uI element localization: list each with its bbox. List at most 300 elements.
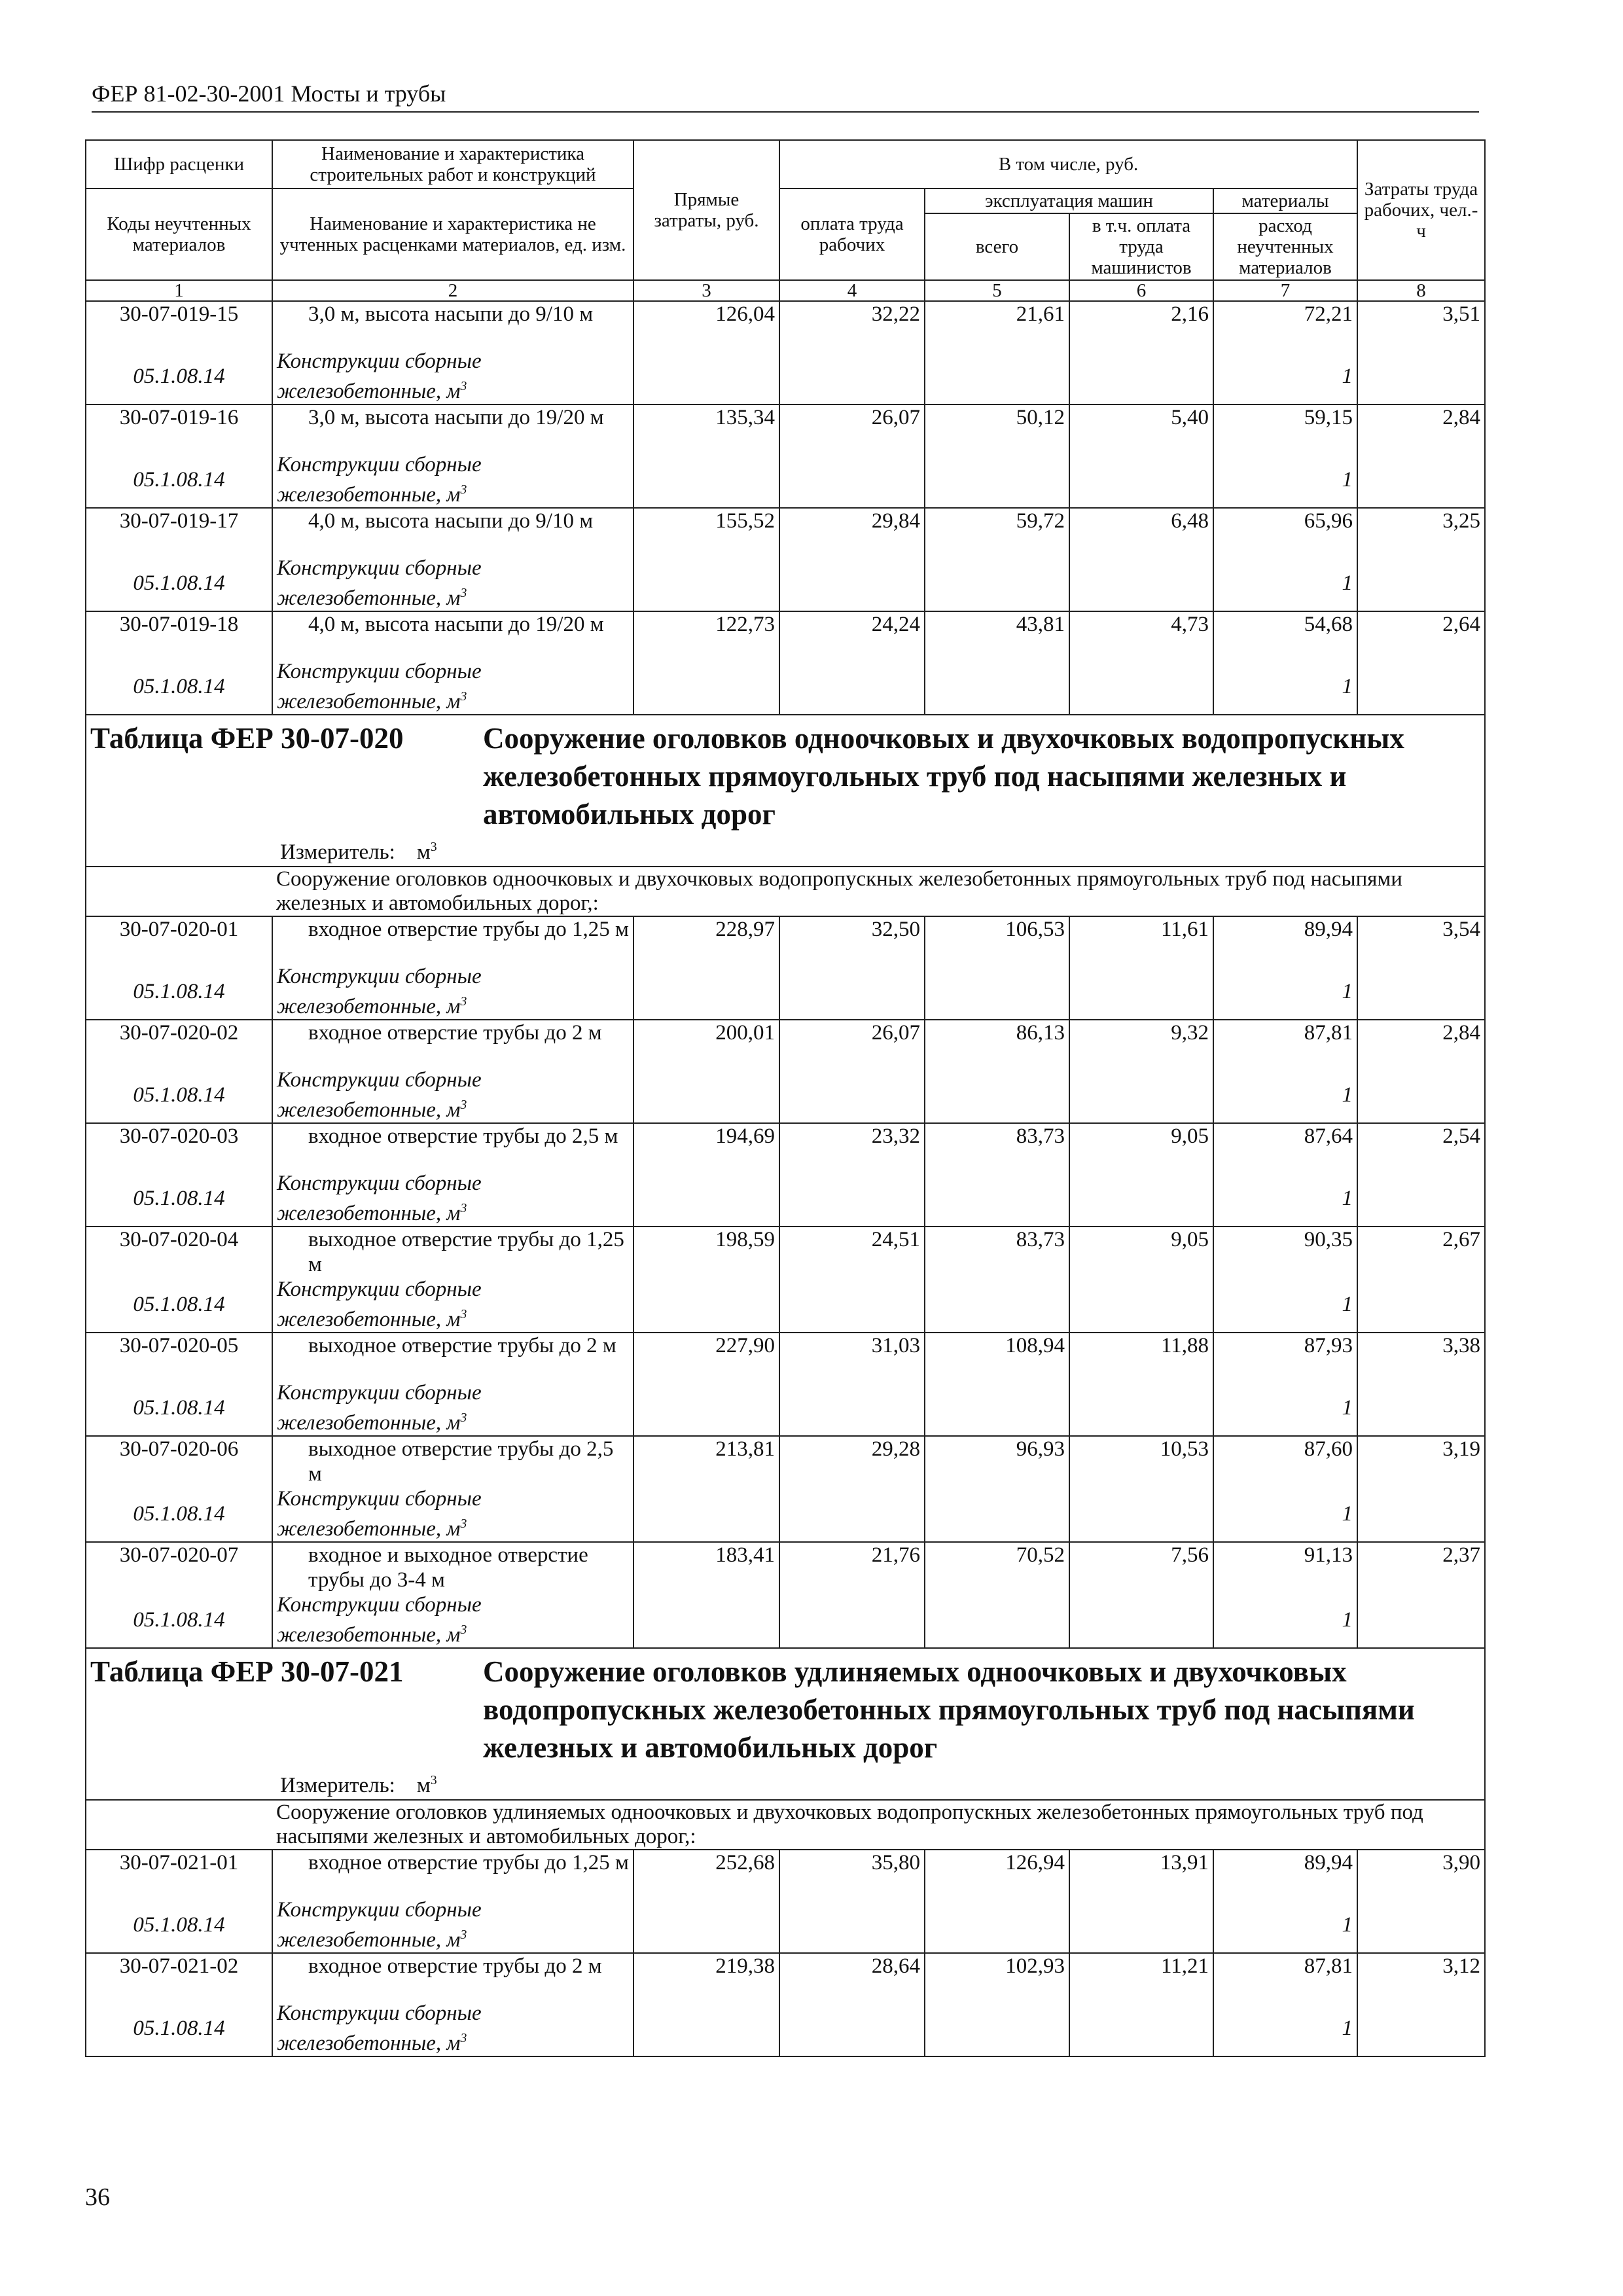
material-unit-sup: 3 [460, 1098, 467, 1112]
rate-mat: 72,21 [1213, 301, 1357, 349]
rate-code: 30-07-020-07 [86, 1542, 272, 1592]
material-unit-sup: 3 [460, 994, 467, 1009]
rate-code: 30-07-020-02 [86, 1020, 272, 1067]
rate-name: входное отверстие трубы до 1,25 м [272, 916, 633, 964]
rate-code: 30-07-019-16 [86, 404, 272, 452]
empty-cell [1357, 1380, 1485, 1436]
rate-mach: 50,12 [925, 404, 1069, 452]
material-name [272, 452, 633, 508]
material-row [86, 964, 1485, 1020]
material-qty: 1 [1213, 556, 1357, 611]
rate-mach: 126,94 [925, 1850, 1069, 1897]
material-name [272, 1486, 633, 1542]
rate-labor: 28,64 [779, 1953, 925, 2001]
empty-cell [1069, 349, 1213, 404]
rate-labor: 32,22 [779, 301, 925, 349]
rate-row [86, 1542, 1485, 1592]
rate-mach-pay: 9,32 [1069, 1020, 1213, 1067]
empty-cell [1357, 556, 1485, 611]
rate-labor: 29,28 [779, 1436, 925, 1486]
column-number-row [86, 280, 1485, 301]
measure-unit-value: м [416, 1774, 431, 1797]
material-name-text: Конструкции сборные железобетонные, м [277, 1068, 482, 1122]
rate-row [86, 1436, 1485, 1486]
material-qty: 1 [1213, 964, 1357, 1020]
rate-hours: 2,54 [1357, 1123, 1485, 1171]
empty-cell [779, 349, 925, 404]
material-name-text: Конструкции сборные железобетонные, м [277, 1278, 482, 1331]
page-number: 36 [85, 2183, 110, 2211]
empty-cell [1357, 1277, 1485, 1333]
table-title-label: Таблица ФЕР 30-07-020 [90, 722, 404, 755]
head-mat-extra: расход неучтенных материалов [1213, 213, 1357, 280]
empty-cell [925, 659, 1069, 715]
material-name [272, 349, 633, 404]
material-unit-sup: 3 [460, 1928, 467, 1942]
empty-cell [779, 1486, 925, 1542]
head-incl: В том числе, руб. [779, 140, 1357, 188]
rate-mach-pay: 11,61 [1069, 916, 1213, 964]
head-row-2 [86, 188, 1485, 213]
rate-mach: 102,93 [925, 1953, 1069, 2001]
material-name [272, 964, 633, 1020]
rate-row [86, 1123, 1485, 1171]
rate-name: выходное отверстие трубы до 2,5 м [272, 1436, 633, 1486]
head-mach-pay: в т.ч. оплата труда машинистов [1069, 213, 1213, 280]
material-qty: 1 [1213, 1171, 1357, 1227]
empty-cell [1069, 1067, 1213, 1123]
rate-mat: 65,96 [1213, 508, 1357, 556]
table-title-cell [86, 715, 1485, 867]
rate-mat: 54,68 [1213, 611, 1357, 659]
rate-name: входное отверстие трубы до 1,25 м [272, 1850, 633, 1897]
rate-direct: 228,97 [633, 916, 779, 964]
empty-cell [633, 1277, 779, 1333]
material-name [272, 1897, 633, 1953]
empty-cell [925, 349, 1069, 404]
rate-hours: 3,90 [1357, 1850, 1485, 1897]
col-num: 2 [272, 280, 633, 301]
material-qty: 1 [1213, 1277, 1357, 1333]
rate-name: входное отверстие трубы до 2 м [272, 1020, 633, 1067]
material-qty: 1 [1213, 1897, 1357, 1953]
material-name-text: Конструкции сборные железобетонные, м [277, 1487, 482, 1541]
empty-cell [633, 1171, 779, 1227]
material-qty: 1 [1213, 1486, 1357, 1542]
rate-mach: 83,73 [925, 1123, 1069, 1171]
col-num: 6 [1069, 280, 1213, 301]
head-row-1 [86, 140, 1485, 188]
rate-labor: 24,24 [779, 611, 925, 659]
rate-hours: 2,37 [1357, 1542, 1485, 1592]
rate-labor: 31,03 [779, 1333, 925, 1380]
measure-unit [90, 1767, 1480, 1799]
rate-code: 30-07-021-01 [86, 1850, 272, 1897]
measure-label: Измеритель: [280, 1774, 395, 1797]
rate-mach: 59,72 [925, 508, 1069, 556]
material-row [86, 1067, 1485, 1123]
empty-cell [925, 1171, 1069, 1227]
material-row [86, 2001, 1485, 2056]
material-code: 05.1.08.14 [86, 1380, 272, 1436]
head-materials: материалы [1213, 188, 1357, 213]
empty-cell [925, 1277, 1069, 1333]
rate-mach-pay: 5,40 [1069, 404, 1213, 452]
rate-mach: 108,94 [925, 1333, 1069, 1380]
empty-cell [925, 1592, 1069, 1648]
head-labor-cost: Затраты труда рабочих, чел.-ч [1357, 140, 1485, 280]
material-code: 05.1.08.14 [86, 659, 272, 715]
rate-mat: 87,81 [1213, 1953, 1357, 2001]
material-name-text: Конструкции сборные железобетонные, м [277, 556, 482, 610]
empty-cell [779, 2001, 925, 2056]
table-description-row [86, 1800, 1485, 1850]
empty-cell [633, 1592, 779, 1648]
material-qty: 1 [1213, 349, 1357, 404]
table-title-cell [86, 1648, 1485, 1800]
material-name [272, 1592, 633, 1648]
rate-labor: 24,51 [779, 1227, 925, 1277]
rate-mach: 83,73 [925, 1227, 1069, 1277]
table-title-row [86, 715, 1485, 867]
rate-mat: 87,60 [1213, 1436, 1357, 1486]
material-qty: 1 [1213, 1067, 1357, 1123]
col-num: 7 [1213, 280, 1357, 301]
rate-mach-pay: 2,16 [1069, 301, 1213, 349]
empty-cell [633, 1067, 779, 1123]
empty-cell [1357, 1171, 1485, 1227]
rate-hours: 3,19 [1357, 1436, 1485, 1486]
rate-code: 30-07-020-06 [86, 1436, 272, 1486]
material-qty: 1 [1213, 1592, 1357, 1648]
rate-name: 3,0 м, высота насыпи до 9/10 м [272, 301, 633, 349]
material-qty: 1 [1213, 452, 1357, 508]
material-code: 05.1.08.14 [86, 452, 272, 508]
rate-direct: 252,68 [633, 1850, 779, 1897]
rate-direct: 213,81 [633, 1436, 779, 1486]
empty-cell [779, 1277, 925, 1333]
material-name [272, 1380, 633, 1436]
rate-labor: 32,50 [779, 916, 925, 964]
rate-direct: 219,38 [633, 1953, 779, 2001]
table-description-row [86, 867, 1485, 916]
empty-cell [1069, 1592, 1213, 1648]
col-num: 5 [925, 280, 1069, 301]
rate-name: 4,0 м, высота насыпи до 19/20 м [272, 611, 633, 659]
material-name [272, 1171, 633, 1227]
material-qty: 1 [1213, 1380, 1357, 1436]
material-unit-sup: 3 [460, 1516, 467, 1531]
material-row [86, 452, 1485, 508]
rate-code: 30-07-020-01 [86, 916, 272, 964]
rate-row [86, 1953, 1485, 2001]
material-name-text: Конструкции сборные железобетонные, м [277, 2001, 482, 2055]
material-name-text: Конструкции сборные железобетонные, м [277, 1172, 482, 1225]
empty-cell [633, 556, 779, 611]
rates-table [85, 139, 1486, 2057]
rate-row [86, 611, 1485, 659]
empty-cell [1069, 1380, 1213, 1436]
rate-name: входное отверстие трубы до 2 м [272, 1953, 633, 2001]
rate-mat: 89,94 [1213, 916, 1357, 964]
head-mach-total: всего [925, 213, 1069, 280]
rate-mach-pay: 4,73 [1069, 611, 1213, 659]
measure-label: Измеритель: [280, 840, 395, 864]
rate-row [86, 508, 1485, 556]
rate-direct: 200,01 [633, 1020, 779, 1067]
rate-labor: 29,84 [779, 508, 925, 556]
empty-cell [633, 2001, 779, 2056]
empty-cell [1357, 964, 1485, 1020]
rate-row [86, 1850, 1485, 1897]
head-code-top: Шифр расценки [86, 140, 272, 188]
rate-mach-pay: 9,05 [1069, 1123, 1213, 1171]
empty-cell [925, 1486, 1069, 1542]
rate-direct: 126,04 [633, 301, 779, 349]
material-qty: 1 [1213, 659, 1357, 715]
material-name [272, 2001, 633, 2056]
measure-unit-sup: 3 [430, 840, 437, 854]
head-code-bottom: Коды неучтенных материалов [86, 188, 272, 280]
empty-cell [779, 1897, 925, 1953]
material-code: 05.1.08.14 [86, 1171, 272, 1227]
rate-direct: 183,41 [633, 1542, 779, 1592]
rate-code: 30-07-021-02 [86, 1953, 272, 2001]
measure-unit-value: м [416, 840, 431, 864]
rate-direct: 135,34 [633, 404, 779, 452]
material-code: 05.1.08.14 [86, 556, 272, 611]
rate-name: входное отверстие трубы до 2,5 м [272, 1123, 633, 1171]
rate-mach: 70,52 [925, 1542, 1069, 1592]
empty-cell [633, 659, 779, 715]
material-unit-sup: 3 [460, 482, 467, 497]
material-unit-sup: 3 [460, 1307, 467, 1321]
rate-hours: 3,54 [1357, 916, 1485, 964]
empty-cell [1069, 1897, 1213, 1953]
rate-labor: 21,76 [779, 1542, 925, 1592]
material-name-text: Конструкции сборные железобетонные, м [277, 1898, 482, 1952]
empty-cell [779, 659, 925, 715]
empty-cell [1357, 659, 1485, 715]
rate-mat: 87,93 [1213, 1333, 1357, 1380]
material-name-text: Конструкции сборные железобетонные, м [277, 965, 482, 1018]
empty-cell [925, 1897, 1069, 1953]
empty-cell [779, 1592, 925, 1648]
rate-mat: 87,64 [1213, 1123, 1357, 1171]
rate-labor: 26,07 [779, 404, 925, 452]
table-title-text: Сооружение оголовков удлиняемых одноочковых и двухочковых водопропускных железобетонных прямоугольных труб под насыпями железных и автомобильных дорог [483, 1655, 1415, 1764]
rate-mach-pay: 9,05 [1069, 1227, 1213, 1277]
rate-hours: 2,64 [1357, 611, 1485, 659]
material-name-text: Конструкции сборные железобетонные, м [277, 453, 482, 507]
material-row [86, 1171, 1485, 1227]
material-code: 05.1.08.14 [86, 349, 272, 404]
rate-row [86, 1020, 1485, 1067]
material-name [272, 1067, 633, 1123]
material-unit-sup: 3 [460, 689, 467, 704]
empty-cell [1069, 452, 1213, 508]
rate-code: 30-07-019-17 [86, 508, 272, 556]
rate-hours: 2,84 [1357, 404, 1485, 452]
rate-direct: 227,90 [633, 1333, 779, 1380]
material-row [86, 1277, 1485, 1333]
material-name-text: Конструкции сборные железобетонные, м [277, 350, 482, 403]
table-description: Сооружение оголовков одноочковых и двухочковых водопропускных железобетонных прямоугольных труб под насыпями железных и автомобильных дорог,: [86, 867, 1485, 916]
rate-mach-pay: 7,56 [1069, 1542, 1213, 1592]
rate-direct: 198,59 [633, 1227, 779, 1277]
empty-cell [633, 964, 779, 1020]
rate-code: 30-07-020-03 [86, 1123, 272, 1171]
rate-row [86, 1333, 1485, 1380]
rate-name: выходное отверстие трубы до 1,25 м [272, 1227, 633, 1277]
rate-hours: 3,51 [1357, 301, 1485, 349]
material-row [86, 1592, 1485, 1648]
rate-mach: 96,93 [925, 1436, 1069, 1486]
rate-hours: 2,84 [1357, 1020, 1485, 1067]
rate-row [86, 404, 1485, 452]
table-description: Сооружение оголовков удлиняемых одноочковых и двухочковых водопропускных железобетонных прямоугольных труб под насыпями железных и автомобильных дорог,: [86, 1800, 1485, 1850]
empty-cell [1357, 1897, 1485, 1953]
rate-hours: 2,67 [1357, 1227, 1485, 1277]
rate-row [86, 916, 1485, 964]
empty-cell [1069, 659, 1213, 715]
rate-name: входное и выходное отверстие трубы до 3-4 м [272, 1542, 633, 1592]
empty-cell [925, 964, 1069, 1020]
empty-cell [779, 1380, 925, 1436]
material-name [272, 659, 633, 715]
rate-mat: 59,15 [1213, 404, 1357, 452]
empty-cell [1069, 1486, 1213, 1542]
material-name [272, 1277, 633, 1333]
rate-name: выходное отверстие трубы до 2 м [272, 1333, 633, 1380]
empty-cell [925, 556, 1069, 611]
table-title-label: Таблица ФЕР 30-07-021 [90, 1655, 404, 1688]
table-title-text: Сооружение оголовков одноочковых и двухочковых водопропускных железобетонных прямоугольных труб под насыпями железных и автомобильных дорог [483, 722, 1404, 831]
rate-mach-pay: 10,53 [1069, 1436, 1213, 1486]
empty-cell [1069, 2001, 1213, 2056]
empty-cell [633, 1897, 779, 1953]
rate-code: 30-07-020-05 [86, 1333, 272, 1380]
empty-cell [779, 964, 925, 1020]
rate-code: 30-07-019-18 [86, 611, 272, 659]
material-name-text: Конструкции сборные железобетонные, м [277, 1593, 482, 1647]
rate-mach: 86,13 [925, 1020, 1069, 1067]
rate-code: 30-07-020-04 [86, 1227, 272, 1277]
rate-mat: 89,94 [1213, 1850, 1357, 1897]
material-row [86, 1897, 1485, 1953]
rate-mat: 87,81 [1213, 1020, 1357, 1067]
empty-cell [1069, 964, 1213, 1020]
empty-cell [1069, 556, 1213, 611]
rate-name: 3,0 м, высота насыпи до 19/20 м [272, 404, 633, 452]
rate-mach-pay: 6,48 [1069, 508, 1213, 556]
table-title-row [86, 1648, 1485, 1800]
material-code: 05.1.08.14 [86, 1067, 272, 1123]
rate-row [86, 301, 1485, 349]
material-name [272, 556, 633, 611]
rate-hours: 3,25 [1357, 508, 1485, 556]
head-machines: эксплуатация машин [925, 188, 1213, 213]
col-num: 8 [1357, 280, 1485, 301]
head-name-bottom: Наименование и характеристика не учтенных расценками материалов, ед. изм. [272, 188, 633, 280]
material-code: 05.1.08.14 [86, 1897, 272, 1953]
material-unit-sup: 3 [460, 1201, 467, 1215]
material-code: 05.1.08.14 [86, 1592, 272, 1648]
page-header-title: ФЕР 81-02-30-2001 Мосты и трубы [92, 81, 446, 107]
material-row [86, 1486, 1485, 1542]
empty-cell [779, 1067, 925, 1123]
empty-cell [925, 2001, 1069, 2056]
page-header [92, 77, 1479, 113]
material-name-text: Конструкции сборные железобетонные, м [277, 1381, 482, 1435]
rate-mat: 91,13 [1213, 1542, 1357, 1592]
empty-cell [633, 452, 779, 508]
empty-cell [1357, 1592, 1485, 1648]
col-num: 4 [779, 280, 925, 301]
material-unit-sup: 3 [460, 379, 467, 393]
material-unit-sup: 3 [460, 1410, 467, 1425]
rate-mach-pay: 11,21 [1069, 1953, 1213, 2001]
empty-cell [1357, 452, 1485, 508]
material-unit-sup: 3 [460, 586, 467, 600]
rate-name: 4,0 м, высота насыпи до 9/10 м [272, 508, 633, 556]
head-name-top: Наименование и характеристика строительных работ и конструкций [272, 140, 633, 188]
empty-cell [1357, 1486, 1485, 1542]
material-name-text: Конструкции сборные железобетонные, м [277, 660, 482, 713]
table-title [90, 719, 1480, 833]
measure-unit [90, 833, 1480, 866]
rate-direct: 194,69 [633, 1123, 779, 1171]
rate-labor: 23,32 [779, 1123, 925, 1171]
empty-cell [1357, 2001, 1485, 2056]
empty-cell [779, 452, 925, 508]
table-title [90, 1653, 1480, 1767]
rate-mach-pay: 11,88 [1069, 1333, 1213, 1380]
material-code: 05.1.08.14 [86, 964, 272, 1020]
empty-cell [779, 556, 925, 611]
material-row [86, 349, 1485, 404]
material-unit-sup: 3 [460, 2031, 467, 2045]
empty-cell [925, 1380, 1069, 1436]
empty-cell [1357, 1067, 1485, 1123]
material-row [86, 556, 1485, 611]
empty-cell [633, 1486, 779, 1542]
empty-cell [925, 452, 1069, 508]
rate-mach: 106,53 [925, 916, 1069, 964]
rate-mach-pay: 13,91 [1069, 1850, 1213, 1897]
empty-cell [1069, 1277, 1213, 1333]
measure-unit-sup: 3 [430, 1773, 437, 1787]
material-row [86, 659, 1485, 715]
rate-hours: 3,12 [1357, 1953, 1485, 2001]
head-direct: Прямые затраты, руб. [633, 140, 779, 280]
rate-row [86, 1227, 1485, 1277]
empty-cell [633, 349, 779, 404]
rate-direct: 122,73 [633, 611, 779, 659]
material-code: 05.1.08.14 [86, 2001, 272, 2056]
rate-direct: 155,52 [633, 508, 779, 556]
material-row [86, 1380, 1485, 1436]
rate-mat: 90,35 [1213, 1227, 1357, 1277]
empty-cell [925, 1067, 1069, 1123]
rate-mach: 43,81 [925, 611, 1069, 659]
empty-cell [1069, 1171, 1213, 1227]
head-labor-pay: оплата труда рабочих [779, 188, 925, 280]
col-num: 1 [86, 280, 272, 301]
material-unit-sup: 3 [460, 1623, 467, 1637]
material-qty: 1 [1213, 2001, 1357, 2056]
rate-mach: 21,61 [925, 301, 1069, 349]
